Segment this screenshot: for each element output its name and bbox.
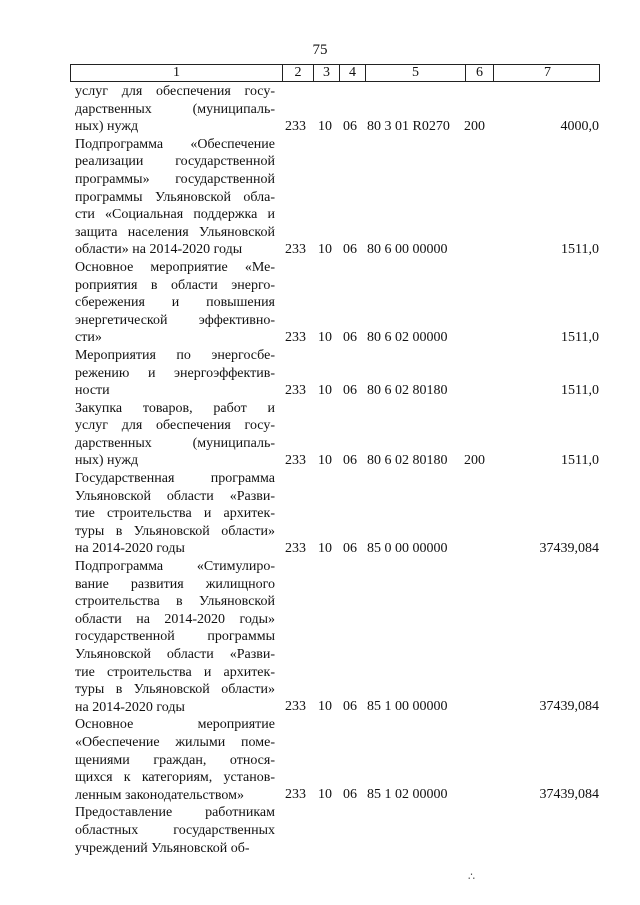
cell-col-7: 37439,084 bbox=[539, 787, 599, 803]
description-line: государственной программы bbox=[75, 629, 275, 645]
cell-col-4: 06 bbox=[343, 541, 357, 557]
cell-col-2: 233 bbox=[285, 787, 306, 803]
cell-col-5: 85 1 02 00000 bbox=[367, 787, 448, 803]
description-line: сти «Социальная поддержка и bbox=[75, 207, 275, 223]
description-line: тие строительства и архитек- bbox=[75, 664, 275, 680]
description-line: щихся к категориям, установ- bbox=[75, 770, 275, 786]
cell-col-6: 200 bbox=[464, 118, 485, 134]
table-row bbox=[0, 400, 640, 470]
cell-col-4: 06 bbox=[343, 329, 357, 345]
description-line: тие строительства и архитек- bbox=[75, 506, 275, 522]
cell-col-5: 80 6 00 00000 bbox=[367, 241, 448, 257]
cell-col-5: 80 6 02 80180 bbox=[367, 453, 448, 469]
description-line: реализации государственной bbox=[75, 154, 275, 170]
cell-col-7: 4000,0 bbox=[560, 118, 599, 134]
cell-col-2: 233 bbox=[285, 541, 306, 557]
cell-col-2: 233 bbox=[285, 699, 306, 715]
table-row bbox=[0, 83, 640, 136]
description-line: программы Ульяновской обла- bbox=[75, 189, 275, 205]
description-line: дарственных (муниципаль- bbox=[75, 101, 275, 117]
table-row bbox=[0, 558, 640, 716]
cell-col-3: 10 bbox=[318, 241, 332, 257]
header-col-5: 5 bbox=[365, 65, 465, 81]
cell-col-5: 85 1 00 00000 bbox=[367, 699, 448, 715]
table-row bbox=[0, 347, 640, 400]
description-line: туры в Ульяновской области» bbox=[75, 682, 275, 698]
cell-col-5: 85 0 00 00000 bbox=[367, 541, 448, 557]
cell-col-3: 10 bbox=[318, 118, 332, 134]
cell-col-7: 1511,0 bbox=[561, 453, 599, 469]
description-line: области на 2014-2020 годы» bbox=[75, 611, 275, 627]
header-col-7: 7 bbox=[493, 65, 601, 81]
cell-col-2: 233 bbox=[285, 241, 306, 257]
description-line: ленным законодательством» bbox=[75, 787, 244, 803]
description-line: «Обеспечение жилыми поме- bbox=[75, 734, 275, 750]
header-col-1: 1 bbox=[173, 65, 180, 80]
cell-col-3: 10 bbox=[318, 453, 332, 469]
description-line: роприятия в области энерго- bbox=[75, 277, 275, 293]
cell-col-3: 10 bbox=[318, 382, 332, 398]
description-line: услуг для обеспечения госу- bbox=[75, 418, 275, 434]
header-col-6: 6 bbox=[465, 65, 493, 81]
description-line: программы» государственной bbox=[75, 171, 275, 187]
description-line: сбережения и повышения bbox=[75, 295, 275, 311]
table-row bbox=[0, 804, 640, 857]
description-line: ности bbox=[75, 383, 110, 399]
description-line: Ульяновской области «Разви- bbox=[75, 488, 275, 504]
header-col-3: 3 bbox=[313, 65, 339, 81]
cell-col-3: 10 bbox=[318, 699, 332, 715]
cell-col-5: 80 6 02 00000 bbox=[367, 329, 448, 345]
description-line: защита населения Ульяновской bbox=[75, 224, 275, 240]
table-row bbox=[0, 470, 640, 558]
description-line: энергетической эффективно- bbox=[75, 312, 275, 328]
cell-col-2: 233 bbox=[285, 453, 306, 469]
description-line: сти» bbox=[75, 330, 102, 346]
footer-mark: ∴ bbox=[468, 871, 475, 883]
cell-col-3: 10 bbox=[318, 541, 332, 557]
description-line: Подпрограмма «Обеспечение bbox=[75, 136, 275, 152]
table-body bbox=[0, 83, 640, 857]
table-header bbox=[70, 64, 600, 82]
cell-col-4: 06 bbox=[343, 699, 357, 715]
description-line: Государственная программа bbox=[75, 471, 275, 487]
description-line: Предоставление работникам bbox=[75, 805, 275, 821]
cell-col-7: 37439,084 bbox=[539, 699, 599, 715]
row-description bbox=[75, 558, 275, 716]
description-line: щениями граждан, относя- bbox=[75, 752, 275, 768]
cell-col-2: 233 bbox=[285, 118, 306, 134]
cell-col-5: 80 3 01 R0270 bbox=[367, 118, 450, 134]
description-line: услуг для обеспечения госу- bbox=[75, 84, 275, 99]
cell-col-7: 37439,084 bbox=[539, 541, 599, 557]
page-number: 75 bbox=[312, 42, 328, 58]
description-line: Мероприятия по энергосбе- bbox=[75, 347, 275, 363]
description-line: учреждений Ульяновской об- bbox=[75, 840, 250, 856]
description-line: туры в Ульяновской области» bbox=[75, 523, 275, 539]
description-line: на 2014-2020 годы bbox=[75, 541, 185, 557]
cell-col-5: 80 6 02 80180 bbox=[367, 382, 448, 398]
cell-col-4: 06 bbox=[343, 787, 357, 803]
description-line: на 2014-2020 годы bbox=[75, 699, 185, 715]
cell-col-4: 06 bbox=[343, 118, 357, 134]
cell-col-3: 10 bbox=[318, 787, 332, 803]
table-row bbox=[0, 259, 640, 347]
table-row bbox=[0, 716, 640, 804]
cell-col-3: 10 bbox=[318, 329, 332, 345]
description-line: режению и энергоэффектив- bbox=[75, 365, 275, 381]
cell-col-7: 1511,0 bbox=[561, 329, 599, 345]
header-col-4: 4 bbox=[339, 65, 365, 81]
description-line: ных) нужд bbox=[75, 453, 139, 469]
cell-col-7: 1511,0 bbox=[561, 382, 599, 398]
description-line: строительства в Ульяновской bbox=[75, 594, 275, 610]
description-line: вание развития жилищного bbox=[75, 576, 275, 592]
description-line: Основное мероприятие «Ме- bbox=[75, 259, 275, 275]
description-line: дарственных (муниципаль- bbox=[75, 435, 275, 451]
cell-col-2: 233 bbox=[285, 329, 306, 345]
cell-col-2: 233 bbox=[285, 382, 306, 398]
description-line: областных государственных bbox=[75, 822, 275, 838]
description-line: Основное мероприятие bbox=[75, 717, 275, 733]
header-col-2: 2 bbox=[282, 65, 313, 81]
description-line: Ульяновской области «Разви- bbox=[75, 647, 275, 662]
cell-col-7: 1511,0 bbox=[561, 241, 599, 257]
cell-col-4: 06 bbox=[343, 241, 357, 257]
cell-col-4: 06 bbox=[343, 382, 357, 398]
description-line: Закупка товаров, работ и bbox=[75, 400, 275, 416]
description-line: области» на 2014-2020 годы bbox=[75, 242, 243, 258]
description-line: ных) нужд bbox=[75, 119, 139, 135]
table-row bbox=[0, 136, 640, 259]
cell-col-4: 06 bbox=[343, 453, 357, 469]
description-line: Подпрограмма «Стимулиро- bbox=[75, 559, 275, 575]
cell-col-6: 200 bbox=[464, 453, 485, 469]
